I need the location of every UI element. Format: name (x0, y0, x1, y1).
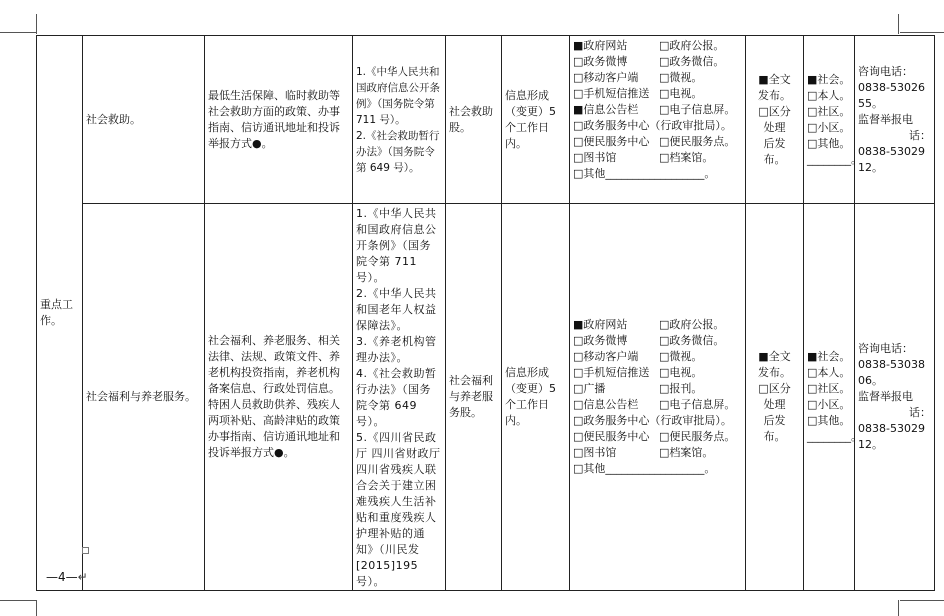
time-limit-text: 信息形成（变更）5个工作日内。 (505, 88, 556, 150)
scope-option[interactable]: ■社会。 (807, 72, 851, 86)
method-option[interactable]: ■全文 (758, 350, 791, 363)
group-label-cell (37, 36, 83, 591)
channel-list (573, 38, 742, 182)
basis-item: 3.《养老机构管理办法》。 (356, 335, 437, 364)
method-text: 布。 (763, 152, 786, 166)
channels-cell (570, 36, 746, 204)
scope-option[interactable]: □本人。 (807, 88, 851, 102)
crop-mark-top-left-h (0, 32, 36, 33)
channel-option[interactable]: □广播 (573, 382, 606, 395)
method-option[interactable]: □区分 (758, 104, 791, 118)
subject-cell (446, 204, 502, 591)
channel-option[interactable]: □其他__________________。 (573, 462, 716, 475)
scope-blank: ________。 (807, 430, 862, 443)
item-label: 社会福利与养老服务。 (86, 390, 196, 403)
scope-option[interactable]: □其他。 (807, 414, 851, 427)
channel-option[interactable]: □电视。 (659, 87, 703, 100)
content-text: 社会福利、养老服务、相关法律、法规、政策文件、养老机构投资指南，养老机构备案信息、行政处罚信息。特困人员救助供养、残疾人两项补贴、高龄津贴的政策办事指南、信访通讯地址和投诉举报方式●。 (208, 334, 340, 459)
content-cell (205, 204, 353, 591)
channel-option[interactable]: □档案馆。 (659, 151, 714, 164)
scope-cell (804, 204, 862, 591)
channel-option[interactable]: □政务服务中心（行政审批局）。 (573, 119, 732, 132)
channel-option[interactable]: □政务微博 (573, 334, 628, 347)
crop-mark-top-right-v (898, 14, 899, 34)
page-number: —4— (46, 570, 78, 584)
method-text: 布。 (763, 430, 786, 443)
basis-item: 1.《中华人民共和国政府信息公开条例》（国务院令第 711 号）。 (356, 207, 437, 284)
scope-option[interactable]: □社区。 (807, 104, 851, 118)
contact-line: 监督举报电 (858, 112, 913, 126)
basis-item: 4.《社会救助暂行办法》（国务院令第 649 号）。 (356, 367, 437, 428)
channel-option[interactable]: □政府公报。 (659, 318, 725, 331)
scope-option[interactable]: □小区。 (807, 120, 851, 134)
basis-item: 2.《社会救助暂行办法》（国务院令第 649 号）。 (356, 129, 440, 174)
channel-option[interactable]: □其他__________________。 (573, 167, 716, 180)
channel-option[interactable]: □图书馆 (573, 446, 617, 459)
scope-option[interactable]: □小区。 (807, 398, 851, 411)
scope-option[interactable]: □其他。 (807, 136, 851, 150)
contact-line: 06。 (858, 374, 883, 387)
crop-mark-top-right-h (900, 32, 944, 33)
contact-line: 咨询电话： (858, 342, 913, 355)
item-label: 社会救助。 (86, 112, 141, 126)
content-cell (205, 36, 353, 204)
group-label: 重点工作。 (40, 298, 73, 327)
channel-option[interactable]: □政务微信。 (659, 55, 725, 68)
channel-option[interactable]: □便民服务点。 (659, 430, 736, 443)
subject-text: 社会救助股。 (449, 104, 493, 134)
channel-option[interactable]: ■政府网站 (573, 39, 628, 52)
basis-item: 5.《四川省民政厅 四川省财政厅 四川省残疾人联合会关于建立困难残疾人生活补贴和重度残疾人护理补贴的通知》（川民发[2015]195 号）。 (356, 431, 441, 588)
channel-list (573, 317, 742, 477)
subject-cell (446, 36, 502, 204)
subject-text: 社会福利与养老服务股。 (449, 374, 493, 419)
page-footer (46, 570, 88, 584)
method-text: 发布。 (758, 88, 791, 102)
basis-item: 2.《中华人民共和国老年人权益保障法》。 (356, 287, 437, 332)
channel-option[interactable]: □便民服务中心 (573, 430, 650, 443)
channel-option[interactable]: ■政府网站 (573, 318, 628, 331)
contact-cell (855, 36, 935, 204)
method-option[interactable]: ■全文 (758, 72, 791, 86)
channel-option[interactable]: □移动客户端 (573, 350, 639, 363)
anchor-marker (82, 547, 89, 554)
scope-option[interactable]: □本人。 (807, 366, 851, 379)
channel-option[interactable]: □微视。 (659, 71, 703, 84)
item-cell (83, 36, 205, 204)
time-limit-cell (502, 204, 570, 591)
channel-option[interactable]: □政务微博 (573, 55, 628, 68)
method-cell (746, 36, 804, 204)
contact-line: 55。 (858, 96, 883, 110)
channel-option[interactable]: □政务微信。 (659, 334, 725, 347)
method-cell (746, 204, 804, 591)
contact-line: 0838-53026 (858, 80, 925, 94)
channel-option[interactable]: □报刊。 (659, 382, 703, 395)
channel-option[interactable]: □信息公告栏 (573, 398, 639, 411)
channel-option[interactable]: □手机短信推送 (573, 87, 650, 100)
contact-line: 0838-53029 (858, 144, 925, 158)
contact-line: 0838-53038 (858, 358, 925, 371)
channel-option[interactable]: □电视。 (659, 366, 703, 379)
basis-cell (353, 204, 446, 591)
method-text: 发布。 (758, 366, 791, 379)
table-row (37, 36, 935, 204)
paragraph-mark: ↵ (77, 570, 88, 584)
crop-mark-bottom-left-h (0, 600, 36, 601)
crop-mark-top-left-v (36, 14, 37, 34)
contact-line: 监督举报电 (858, 390, 913, 403)
method-text: 处理 (763, 398, 786, 411)
contact-line: 12。 (858, 438, 883, 451)
method-text: 处理 (763, 120, 786, 134)
contact-cell (855, 204, 935, 591)
channel-option[interactable]: □手机短信推送 (573, 366, 650, 379)
channel-option[interactable]: □电子信息屏。 (659, 398, 736, 411)
crop-mark-bottom-left-v (36, 600, 37, 616)
contact-line: 话： (909, 128, 931, 142)
crop-mark-bottom-right-h (900, 600, 944, 601)
channel-option[interactable]: □图书馆 (573, 151, 617, 164)
channel-option[interactable]: □便民服务中心 (573, 135, 650, 148)
channel-option[interactable]: □政务服务中心（行政审批局）。 (573, 414, 732, 427)
channels-cell (570, 204, 746, 591)
content-text: 最低生活保障、临时救助等社会救助方面的政策、办事指南、信访通讯地址和投诉举报方式●。 (208, 88, 340, 150)
channel-option[interactable]: □电子信息屏。 (659, 103, 736, 116)
contact-line: 话： (909, 406, 931, 419)
crop-mark-bottom-right-v (898, 600, 899, 616)
channel-option[interactable]: □移动客户端 (573, 71, 639, 84)
method-text: 后发 (763, 136, 786, 150)
time-limit-cell (502, 36, 570, 204)
table-row (37, 204, 935, 591)
scope-option[interactable]: □社区。 (807, 382, 851, 395)
channel-option[interactable]: □便民服务点。 (659, 135, 736, 148)
scope-blank: ________。 (807, 152, 862, 166)
method-text: 后发 (763, 414, 786, 427)
contact-line: 0838-53029 (858, 422, 925, 435)
basis-cell (353, 36, 446, 204)
channel-option[interactable]: □微视。 (659, 350, 703, 363)
basis-item: 1.《中华人民共和国政府信息公开条例》（国务院令第 711 号）。 (356, 65, 440, 126)
disclosure-table (36, 35, 935, 591)
channel-option[interactable]: □档案馆。 (659, 446, 714, 459)
channel-option[interactable]: □政府公报。 (659, 39, 725, 52)
time-limit-text: 信息形成（变更）5个工作日内。 (505, 366, 556, 427)
method-option[interactable]: □区分 (758, 382, 791, 395)
channel-option[interactable]: ■信息公告栏 (573, 103, 639, 116)
scope-cell (804, 36, 862, 204)
scope-option[interactable]: ■社会。 (807, 350, 851, 363)
contact-line: 咨询电话： (858, 64, 913, 78)
contact-line: 12。 (858, 160, 883, 174)
item-cell (83, 204, 205, 591)
